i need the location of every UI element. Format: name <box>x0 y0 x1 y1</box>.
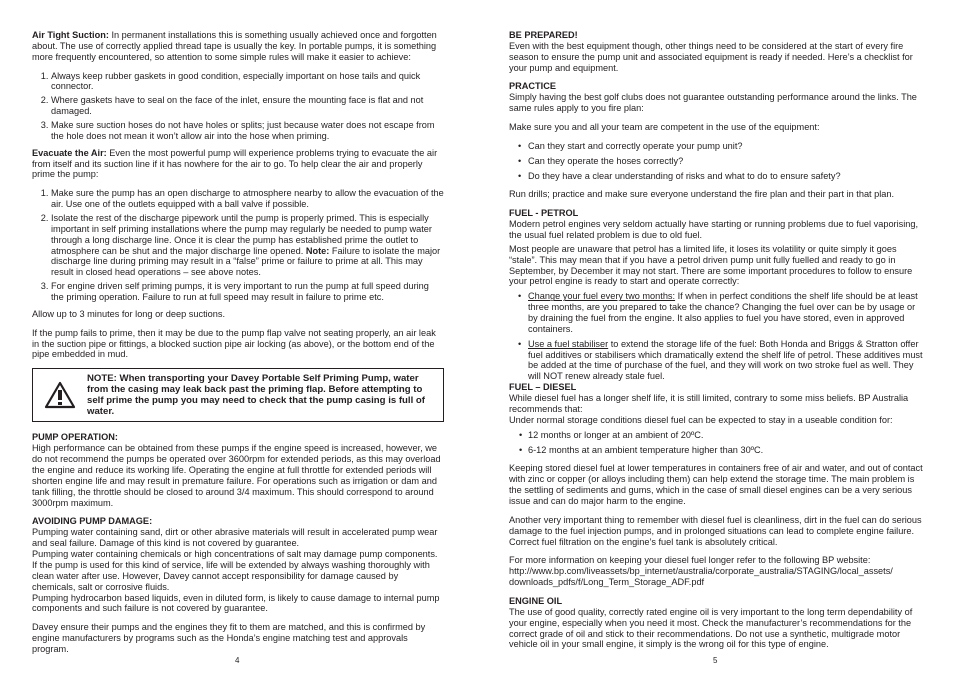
more-info-text: For more information on keeping your diesel fuel longer refer to the following BP website: <box>509 555 871 566</box>
list-item: 1. Always keep rubber gaskets in good condition, especially important on hose tails and quick connector. <box>51 71 444 93</box>
diesel-storage-text: Keeping stored diesel fuel at lower temperatures in containers free of air and water, and out of contact with zinc or copper (or alloys including them) can help extend the storage time. The main problem is the settling of sediments and gums, which in the case of small diesel engines can be a very serious issue and can do major harm to the engine. <box>509 463 923 506</box>
transport-note-text: NOTE: When transporting your Davey Portable Self Priming Pump, water from the casing may leak back past the priming flap. Before attempting to self prime the pump you may need to check that the pump casing is full of water. <box>87 373 425 418</box>
avoiding-damage-line: Pumping water containing sand, dirt or other abrasive materials will result in accelerated pump wear and seal failure. Damage of this kind is not covered by guarantee. <box>32 527 438 549</box>
bp-website-link[interactable]: http://www.bp.com/liveassets/bp_internet/australia/corporate_australia/STAGING/local_assets/ <box>509 566 893 577</box>
evacuate-air-heading: Evacuate the Air: <box>32 147 107 158</box>
page-number-left: 4 <box>235 656 240 665</box>
list-item <box>528 339 923 382</box>
air-tight-suction-text: In permanent installations this is something usually achieved once and forgotten about. The use of correctly applied thread tape is usually the key. In portable pumps, it is something more frequently encountered, so attention to some simple rules will make it easier to achieve: <box>32 30 437 62</box>
pump-operation-text: High performance can be obtained from these pumps if the engine speed is increased, however, we do not recommend the pumps be operated over 3600rpm for extended periods, as this may overload the engine and reduce its working life. Operating the engine at full throttle for extended periods will shorten engine life and may result in premature failure. For operations such as irrigation or dam and tank filling, the throttle should be closed to around 3/4 maximum. This should correspond to around 3000rpm maximum. <box>32 443 441 508</box>
engine-oil-text: The use of good quality, correctly rated engine oil is very important to the long term dependability of your engine, especially when you need it most. Check the manufacturer’s recommendations for the correct grade of oil and stick to their recommendations. Do not use a synthetic, multigrade motor vehicle oil in your small engine, it simply is the wrong oil for this type of engine. <box>509 606 913 650</box>
fuel-diesel-heading: FUEL – DIESEL <box>509 382 577 393</box>
list-item-text: Isolate the rest of the discharge pipework until the pump is properly primed. This is especially important in self priming installations where the pump may regularly be needed to pump water through a long discharge line. Once it is clear the pump has established prime the outlet to atmosphere can be shut and the major discharge line opened. <box>51 213 432 256</box>
list-item: 2. Where gaskets have to seal on the face of the inlet, ensure the mounting face is flat and not damaged. <box>51 95 444 117</box>
suction-list <box>32 71 444 142</box>
list-item: • Can they operate the hoses correctly? <box>528 156 923 167</box>
competent-text: Make sure you and all your team are competent in the use of the equipment: <box>509 122 820 133</box>
engine-match-text: Davey ensure their pumps and the engines they fit to them are matched, and this is confirmed by engine manufacturers by programs such as the Honda’s engine matching test and approvals program. <box>32 622 426 654</box>
note-label: Note: <box>305 245 330 256</box>
list-item-text: to extend the storage life of the fuel: Both Honda and Briggs & Stratton offer fuel additives or stabilisers which dramatically extend the shelf life of petrol. These additives must be added at the time of purchase of the fuel, and they will work on two stroke fuel as well. They will NOT renew already stale fuel. <box>528 338 923 382</box>
fuel-petrol-text: Modern petrol engines very seldom actually have starting or running problems due to fuel vaporising, the usual fuel related problem is due to old fuel. <box>509 219 919 241</box>
avoiding-damage-heading: AVOIDING PUMP DAMAGE: <box>32 516 153 527</box>
list-item-text: Failure to isolate the major discharge line during priming may result in a “false” prime or failure to prime at all. This may result in closed head operations – see above notes. <box>51 245 441 278</box>
list-item <box>51 213 444 278</box>
practice-text: Simply having the best golf clubs does not guarantee outstanding performance around the links. The same rules apply to you fire plan: <box>509 92 917 114</box>
allow-minutes-text: Allow up to 3 minutes for long or deep suctions. <box>32 308 226 319</box>
fuel-diesel-section <box>509 382 923 425</box>
evacuate-air-text: Even the most powerful pump will experience problems trying to evacuate the air from itself and its suction line if it has nowhere for the air to go. To help clear the air and properly prime the pump: <box>32 147 438 180</box>
petrol-tips-list <box>509 291 923 382</box>
list-item: • Do they have a clear understanding of risks and what to do to ensure safety? <box>528 171 923 182</box>
bp-website-link-cont[interactable]: downloads_pdfs/f/Long_Term_Storage_ADF.pdf <box>509 577 705 588</box>
air-tight-suction-paragraph <box>32 30 444 63</box>
practice-section <box>509 81 923 114</box>
list-item-underlined: Change your fuel every two months: <box>528 291 676 302</box>
competent-list <box>509 141 923 182</box>
practice-heading: PRACTICE <box>509 81 556 92</box>
engine-oil-section <box>509 596 923 650</box>
list-item-text: If when in perfect conditions the shelf life should be at least three months, are you prepared to take the chance? Changing the fuel over can be by usage or by draining the fuel from the engine. It also applies to fuel you have stored, even in approved containers. <box>528 291 918 334</box>
evacuate-list <box>32 188 444 303</box>
list-item: 1. Make sure the pump has an open discharge to atmosphere nearby to allow the evacuation of the air. Use one of the outlets equipped with a ball valve if possible. <box>51 188 444 210</box>
page-5 <box>509 0 923 675</box>
left-column <box>32 30 444 663</box>
diesel-more-info-text <box>509 555 923 588</box>
warning-icon-wrap <box>33 381 87 409</box>
list-item: 3. Make sure suction hoses do not have holes or splits; just because water does not escape from the hole does not mean it won’t allow air into the hose when priming. <box>51 120 444 142</box>
fuel-diesel-text: While diesel fuel has a longer shelf life, it is still limited, contrary to some miss beliefs. BP Australia recommends that: <box>509 393 909 414</box>
be-prepared-text: Even with the best equipment though, other things need to be considered at the start of every fire season to ensure the pump unit and associated equipment is ready if needed. Here’s a checklist for your pump and equipment. <box>509 40 913 73</box>
exclamation-warning-icon <box>44 381 76 409</box>
pump-operation-heading: PUMP OPERATION: <box>32 432 118 443</box>
diesel-life-list <box>509 430 923 456</box>
transport-note-box <box>32 368 444 422</box>
avoiding-damage-line: Pumping water containing chemicals or high concentrations of salt may damage pump components. If the pump is used for this kind of service, life will be extended by always washing thoroughly with clean water after use. However, Davey cannot accept responsibility for damage caused by chemicals, salt or corrosive fluids. <box>32 549 438 592</box>
list-item: • 6-12 months at an ambient temperature higher than 30ºC. <box>528 445 923 456</box>
flap-valve-text: If the pump fails to prime, then it may be due to the pump flap valve not seating properly, an air leak in the suction pipe or fittings, a blocked suction pipe air locking (as above), or the bottom end of the pipe embedded in mud. <box>32 327 436 360</box>
evacuate-air-paragraph <box>32 148 444 181</box>
list-item: • Can they start and correctly operate your pump unit? <box>528 141 923 152</box>
fuel-petrol-heading: FUEL - PETROL <box>509 208 579 219</box>
pump-operation-section <box>32 432 444 508</box>
be-prepared-heading: BE PREPARED! <box>509 30 578 40</box>
list-item: 3. For engine driven self priming pumps, it is very important to run the pump at full speed during the priming operation. Failure to run at full speed may result in failure to prime etc. <box>51 281 444 303</box>
avoiding-damage-line: Pumping hydrocarbon based liquids, even in diluted form, is likely to cause damage to internal pump components and such failure is not covered by guarantee. <box>32 592 440 614</box>
list-item-underlined: Use a fuel stabiliser <box>528 338 609 349</box>
page-4 <box>32 0 444 675</box>
air-tight-suction-heading: Air Tight Suction: <box>32 30 109 40</box>
avoiding-damage-section <box>32 516 444 614</box>
page-number-right: 5 <box>713 656 718 665</box>
fuel-petrol-stale-text: Most people are unaware that petrol has a limited life, it loses its volatility or quite simply it goes “stale”. This may mean that if you have a petrol driven pump unit fully fuelled and ready to go in September, by December it may not start. There are some important procedures to follow to ensure your petrol engine is ready to start and operate correctly: <box>509 243 913 287</box>
drills-text: Run drills; practice and make sure everyone understand the fire plan and their part in that plan. <box>509 189 895 200</box>
engine-oil-heading: ENGINE OIL <box>509 595 563 606</box>
fuel-diesel-text: Under normal storage conditions diesel fuel can be expected to stay in a useable condition for: <box>509 414 893 425</box>
list-item <box>528 291 923 334</box>
list-item: • 12 months or longer at an ambient of 20ºC. <box>528 430 923 441</box>
be-prepared-section <box>509 30 923 73</box>
fuel-petrol-section <box>509 208 923 241</box>
diesel-cleanliness-text: Another very important thing to remember with diesel fuel is cleanliness, dirt in the fuel can do serious damage to the fuel injection pumps, and in prolonged situations can lead to complete engine failure. Correct fuel filtration on the engine’s fuel tank is absolutely critical. <box>509 514 922 547</box>
right-column <box>509 30 923 658</box>
